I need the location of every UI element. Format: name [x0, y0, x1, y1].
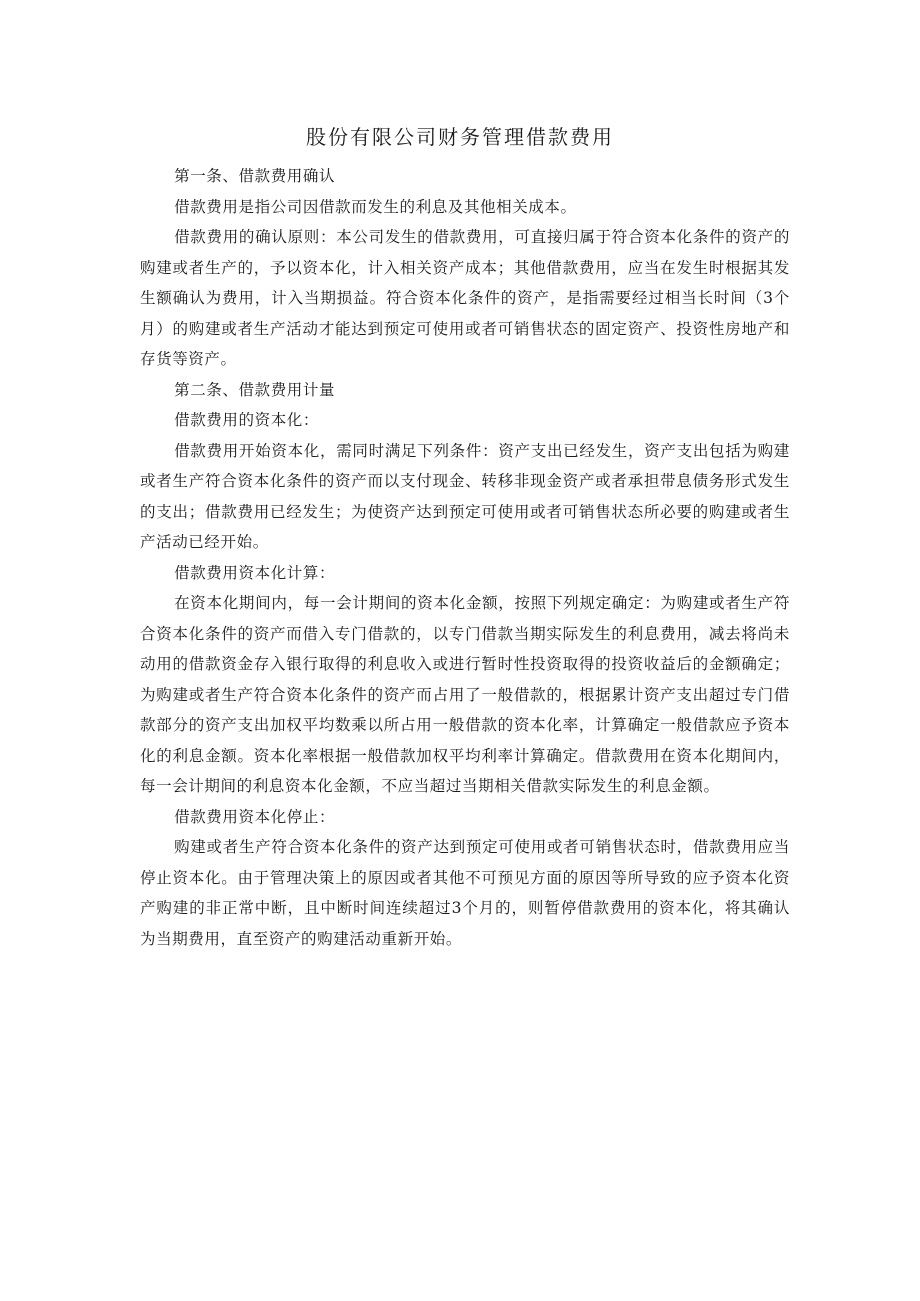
subheading-capitalization-stop: 借款费用资本化停止： — [174, 807, 336, 826]
paragraph-capitalization-start: 借款费用开始资本化，需同时满足下列条件：资产支出已经发生，资产支出包括为购建或者生产符合资本化条件的资产而以支付现金、转移非现金资产或者承担带息债务形式发生的支出；借款费用已经发生；为使资产达到预定可使用或者可销售状态所必要的购建或者生产活动已经开始。 — [140, 441, 790, 551]
subheading-capitalization: 借款费用的资本化： — [174, 411, 319, 429]
document-body — [140, 161, 790, 954]
section-heading-2: 第二条、借款费用计量 — [174, 380, 336, 399]
paragraph-capitalization-calculation: 在资本化期间内，每一会计期间的资本化金额，按照下列规定确定：为购建或者生产符合资本化条件的资产而借入专门借款的，以专门借款当期实际发生的利息费用，减去将尚未动用的借款资金存入银行取得的利息收入或进行暂时性投资取得的投资收益后的金额确定；为购建或者生产符合资本化条件的资产而占用了一般借款的，根据累计资产支出超过专门借款部分的资产支出加权平均数乘以所占用一般借款的资本化率，计算确定一般借款应予资本化的利息金额。资本化率根据一般借款加权平均利率计算确定。借款费用在资本化期间内，每一会计期间的利息资本化金额，不应当超过当期相关借款实际发生的利息金额。 — [140, 594, 790, 795]
paragraph-capitalization-stop: 购建或者生产符合资本化条件的资产达到预定可使用或者可销售状态时，借款费用应当停止资本化。由于管理决策上的原因或者其他不可预见方面的原因等所导致的应予资本化资产购建的非正常中断，且中断时间连续超过3个月的，则暂停借款费用的资本化，将其确认为当期费用，直至资产的购建活动重新开始。 — [140, 838, 790, 948]
section-heading-1: 第一条、借款费用确认 — [174, 167, 336, 185]
paragraph-definition: 借款费用是指公司因借款而发生的利息及其他相关成本。 — [174, 197, 577, 216]
document-title: 股份有限公司财务管理借款费用 — [306, 125, 614, 149]
paragraph-recognition-principle: 借款费用的确认原则：本公司发生的借款费用，可直接归属于符合资本化条件的资产的购建或者生产的，予以资本化，计入相关资产成本；其他借款费用，应当在发生时根据其发生额确认为费用，计入当期损益。符合资本化条件的资产，是指需要经过相当长时间（3个月）的购建或者生产活动才能达到预定可使用或者可销售状态的固定资产、投资性房地产和存货等资产。 — [140, 228, 790, 368]
subheading-capitalization-calculation: 借款费用资本化计算： — [174, 563, 336, 582]
